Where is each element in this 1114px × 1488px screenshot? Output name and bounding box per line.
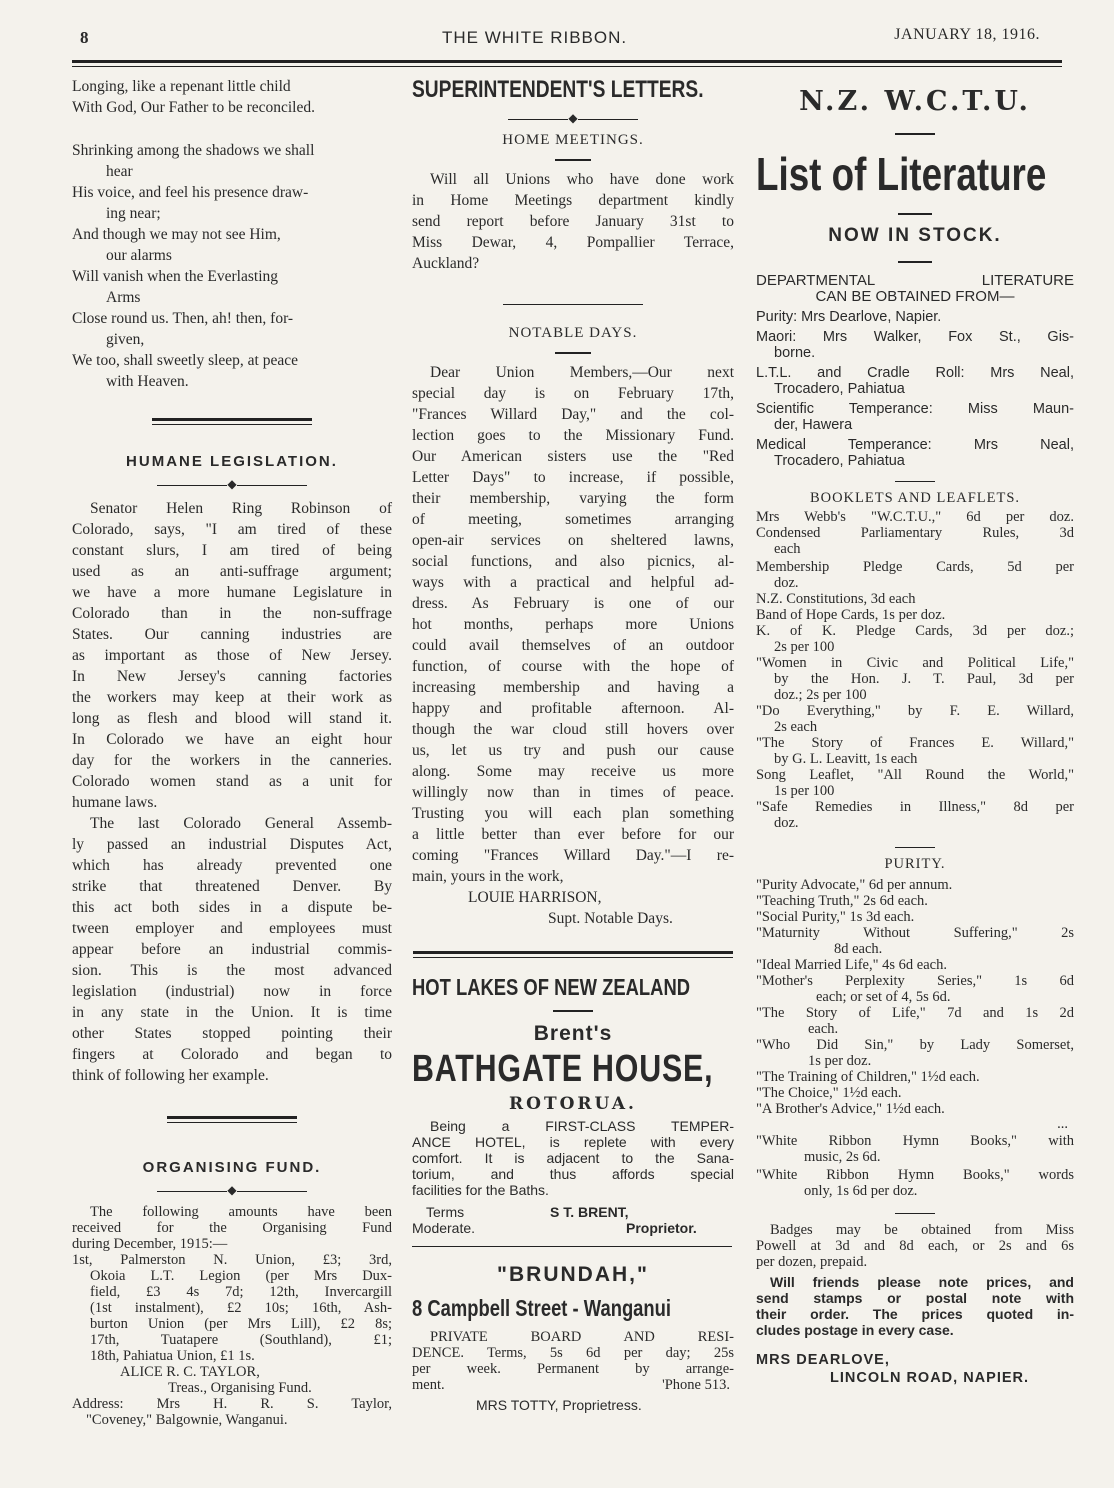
article-line: 17th, Tuatapere (Southland), £1;	[90, 1332, 392, 1348]
section-divider	[167, 1116, 297, 1123]
article-line: other States stopped pointing their	[72, 1025, 392, 1042]
short-rule	[555, 159, 591, 161]
poem-line: our alarms	[106, 247, 172, 264]
list-item: "Maturnity Without Suffering," 2s 8d each.	[756, 925, 1074, 957]
list-item: "White Ribbon Hymn Books," words only, 1s 6d per doz.	[756, 1167, 1074, 1199]
advert-line: DENCE. Terms, 5s 6d per day; 25s	[412, 1345, 734, 1361]
list-item: Purity: Mrs Dearlove, Napier.	[756, 309, 942, 325]
advert-phone: 'Phone 513.	[662, 1377, 730, 1393]
poem-line: His voice, and feel his presence draw-	[72, 184, 309, 201]
list-item: "A Brother's Advice," 1½d each.	[756, 1101, 945, 1117]
list-item: "White Ribbon Hymn Books," with music, 2s 6d.	[756, 1133, 1074, 1165]
article-line: Our American sisters use the "Red	[412, 448, 734, 465]
article-line: social functions, and also picnics, al-	[412, 553, 734, 570]
poem-line: Will vanish when the Everlasting	[72, 268, 278, 285]
article-line: ly passed an industrial Disputes Act,	[72, 836, 392, 853]
short-rule	[895, 481, 935, 482]
poem-line: And though we may not see Him,	[72, 226, 281, 243]
notice-line: Badges may be obtained from Miss	[770, 1222, 1074, 1238]
list-item: Song Leaflet, "All Round the World," 1s per 100	[756, 767, 1074, 799]
poem-line: ing near;	[106, 205, 161, 222]
short-rule	[555, 352, 591, 354]
organising-fund-article	[72, 1204, 392, 1428]
notable-days-heading: NOTABLE DAYS.	[508, 325, 638, 341]
home-meetings-article	[412, 169, 734, 274]
list-item: Membership Pledge Cards, 5d per doz.	[756, 559, 1074, 591]
address-line: "Coveney," Balgownie, Wanganui.	[86, 1412, 288, 1428]
section-divider	[413, 951, 733, 958]
poem-line: hear	[106, 163, 133, 180]
notice-line: their order. The prices quoted in-	[756, 1306, 1074, 1322]
advert-hotel-name: BATHGATE HOUSE,	[412, 1048, 714, 1090]
purity-list	[756, 877, 1074, 1117]
signature-name: MRS DEARLOVE,	[756, 1352, 890, 1368]
article-line: used as an anti-suffrage argument;	[72, 563, 392, 580]
poem-line: With God, Our Father to be reconciled.	[72, 99, 315, 116]
article-line: The last Colorado General Assemb-	[90, 815, 392, 832]
article-line: fingers at Colorado and began to	[72, 1046, 392, 1063]
bathgate-house-advert	[412, 974, 734, 1238]
signature-title: Treas., Organising Fund.	[168, 1380, 312, 1396]
newspaper-title: THE WHITE RIBBON.	[442, 28, 628, 47]
article-line: The following amounts have been	[90, 1204, 392, 1220]
article-line: long as flesh and blood will stand it.	[72, 710, 392, 727]
organising-fund-heading: ORGANISING FUND.	[142, 1159, 322, 1176]
section-divider	[152, 418, 312, 425]
home-meetings-heading: HOME MEETINGS.	[502, 132, 644, 148]
purity-heading: PURITY.	[884, 856, 946, 872]
list-of-literature-title: List of Literature	[756, 148, 1047, 200]
article-line: in any state in the Union. It is time	[72, 1004, 392, 1021]
advert-hot-lakes-title: HOT LAKES OF NEW ZEALAND	[412, 974, 691, 1000]
article-line: the workers may keep at their work as	[72, 689, 392, 706]
poem-line: Arms	[106, 289, 141, 306]
list-item: N.Z. Constitutions, 3d each	[756, 591, 916, 607]
departmental-literature-list	[756, 309, 1074, 469]
advert-proprietor-title: Proprietor.	[626, 1220, 697, 1236]
superintendents-letters-heading: SUPERINTENDENT'S LETTERS.	[412, 76, 704, 103]
ellipsis-separator: ...	[1057, 1116, 1068, 1132]
article-line: special day is on February 17th,	[412, 385, 734, 402]
article-line: Will all Unions who have done work	[430, 171, 734, 188]
article-line: burton Union (per Mrs Lill), £2 8s;	[90, 1316, 392, 1332]
short-rule	[895, 1213, 935, 1214]
article-line: 1st, Palmerston N. Union, £3; 3rd,	[72, 1252, 392, 1268]
list-item: Medical Temperance: Mrs Neal, Trocadero, Pahiatua	[756, 437, 1074, 469]
prices-note	[756, 1274, 1074, 1338]
article-line: ways with a practical and helpful ad-	[412, 574, 734, 591]
heading-ornament: ◆	[412, 112, 734, 124]
notice-line: send stamps or postal note with	[756, 1290, 1074, 1306]
list-item: Band of Hope Cards, 1s per doz.	[756, 607, 946, 623]
signature-address: LINCOLN ROAD, NAPIER.	[830, 1370, 1030, 1386]
article-line: tween employer and employees must	[72, 920, 392, 937]
article-line: we have a more humane Legislature in	[72, 584, 392, 601]
advert-moderate: Moderate.	[412, 1220, 476, 1236]
article-line: this act both sides in a dispute be-	[72, 899, 392, 916]
advert-description	[412, 1118, 734, 1198]
article-line: hot months, perhaps more Unions	[412, 616, 734, 633]
article-line: coming "Frances Willard Day."—I re-	[412, 847, 734, 864]
booklets-heading: BOOKLETS AND LEAFLETS.	[809, 490, 1021, 506]
advert-line: comfort. It is adjacent to the Sana-	[412, 1150, 734, 1166]
article-line: States. Our canning industries are	[72, 626, 392, 643]
article-line: lection goes to the Missionary Fund.	[412, 427, 734, 444]
list-item: "Women in Civic and Political Life," by the Hon. J. T. Paul, 3d per doz.; 2s per 100	[756, 655, 1074, 703]
page-number: 8	[80, 28, 89, 47]
list-item: Mrs Webb's "W.C.T.U.," 6d per doz.	[756, 509, 1074, 525]
article-line: Okoia L.T. Legion (per Mrs Dux-	[90, 1268, 392, 1284]
article-line: In New Jersey's canning factories	[72, 668, 392, 685]
page-header	[80, 24, 1070, 54]
list-item: "The Story of Frances E. Willard," by G. L. Leavitt, 1s each	[756, 735, 1074, 767]
advert-proprietor: S T. BRENT,	[550, 1204, 629, 1220]
section-rule	[503, 304, 643, 305]
article-line: a little better than ever before for our	[412, 826, 734, 843]
list-item: Maori: Mrs Walker, Fox St., Gis- borne.	[756, 329, 1074, 361]
short-rule	[553, 1010, 593, 1012]
list-item: L.T.L. and Cradle Roll: Mrs Neal, Trocadero, Pahiatua	[756, 365, 1074, 397]
issue-date: JANUARY 18, 1916.	[894, 26, 1040, 43]
list-item: "Ideal Married Life," 4s 6d each.	[756, 957, 947, 973]
brundah-advert	[412, 1263, 734, 1413]
poem-line: with Heaven.	[106, 373, 189, 390]
list-item: "The Story of Life," 7d and 1s 2d each.	[756, 1005, 1074, 1037]
article-line: (1st instalment), £2 10s; 16th, Ash-	[90, 1300, 392, 1316]
advert-line: PRIVATE BOARD AND RESI-	[430, 1329, 734, 1345]
article-line: received for the Organising Fund	[72, 1220, 392, 1236]
now-in-stock-heading: NOW IN STOCK.	[828, 225, 1002, 246]
list-item: K. of K. Pledge Cards, 3d per doz.; 2s per 100	[756, 623, 1074, 655]
list-item: "Who Did Sin," by Lady Somerset, 1s per doz.	[756, 1037, 1074, 1069]
article-line: Dear Union Members,—Our next	[430, 364, 734, 381]
poem-line: Close round us. Then, ah! then, for-	[72, 310, 294, 327]
advert-brundah-name: "BRUNDAH,"	[497, 1263, 649, 1286]
list-item: "Purity Advocate," 6d per annum.	[756, 877, 953, 893]
article-line: Colorado than in the non-suffrage	[72, 605, 392, 622]
humane-legislation-article	[72, 498, 392, 1086]
heading-ornament: ◆	[72, 1184, 392, 1196]
advert-line: facilities for the Baths.	[412, 1182, 549, 1198]
signature	[756, 1352, 1074, 1386]
list-item: "The Training of Children," 1½d each.	[756, 1069, 980, 1085]
booklets-list	[756, 509, 1074, 831]
badges-notice	[756, 1222, 1074, 1270]
advert-brundah-address: 8 Campbell Street - Wanganui	[412, 1295, 672, 1321]
article-line: dress. As February is one of our	[412, 595, 734, 612]
list-item: "The Choice," 1½d each.	[756, 1085, 902, 1101]
signature-title: Supt. Notable Days.	[548, 910, 673, 927]
poem	[72, 76, 392, 392]
short-rule	[898, 261, 932, 263]
short-rule	[898, 213, 932, 215]
article-line: sion. This is the most advanced	[72, 962, 392, 979]
article-line: Colorado, says, "I am tired of these	[72, 521, 392, 538]
article-line: think of following her example.	[72, 1067, 269, 1084]
heading-ornament: ◆	[72, 478, 392, 490]
header-rule	[72, 60, 1062, 67]
article-line: "Frances Willard Day," and the col-	[412, 406, 734, 423]
article-line: send report before January 31st to	[412, 213, 734, 230]
advert-divider	[412, 1246, 732, 1247]
list-item: "Teaching Truth," 2s 6d each.	[756, 893, 928, 909]
list-item: "Social Purity," 1s 3d each.	[756, 909, 915, 925]
article-line: Miss Dewar, 4, Pompallier Terrace,	[412, 234, 734, 251]
short-rule	[895, 133, 935, 135]
article-line: during December, 1915:—	[72, 1236, 228, 1252]
article-line: willingly now than in times of peace.	[412, 784, 734, 801]
article-line: us, let us try and push our cause	[412, 742, 734, 759]
column-right	[756, 72, 1074, 1386]
article-line: legislation (industrial) now in force	[72, 983, 392, 1000]
article-line: Trusting you will each plan something	[412, 805, 734, 822]
column-left	[72, 72, 392, 1428]
advert-proprietress: MRS TOTTY, Proprietress.	[476, 1397, 642, 1413]
short-rule	[895, 847, 935, 848]
article-line: Letter Days" to increase, if possible,	[412, 469, 734, 486]
article-line: could avail themselves of an outdoor	[412, 637, 734, 654]
article-line: increasing membership and having a	[412, 679, 734, 696]
departmental-literature-heading	[756, 273, 1074, 305]
article-line: constant slurs, I am tired of being	[72, 542, 392, 559]
article-line: function, of course with the hope of	[412, 658, 734, 675]
advert-line: ANCE HOTEL, is replete with every	[412, 1134, 734, 1150]
list-item: "Mother's Perplexity Series," 1s 6d each; or set of 4, 5s 6d.	[756, 973, 1074, 1005]
humane-legislation-heading: HUMANE LEGISLATION.	[126, 453, 338, 470]
article-line: main, yours in the work,	[412, 868, 564, 885]
article-line: Senator Helen Ring Robinson of	[90, 500, 392, 517]
article-line: of meeting, sometimes arranging	[412, 511, 734, 528]
signature-name: ALICE R. C. TAYLOR,	[120, 1364, 260, 1380]
article-line: humane laws.	[72, 794, 158, 811]
advert-terms-row	[412, 1202, 734, 1238]
poem-line: given,	[106, 331, 145, 348]
advert-terms: Terms	[426, 1204, 465, 1220]
signature-name: LOUIE HARRISON,	[468, 889, 602, 906]
article-line: day for the workers in the canneries.	[72, 752, 392, 769]
article-line: open-air services on sheltered lawns,	[412, 532, 734, 549]
article-line: strike that threatened Denver. By	[72, 878, 392, 895]
advert-location: ROTORUA.	[509, 1094, 637, 1114]
article-line: Auckland?	[412, 255, 480, 272]
article-line: their membership, varying the form	[412, 490, 734, 507]
article-line: happy and profitable afternoon. Al-	[412, 700, 734, 717]
list-item: "Safe Remedies in Illness," 8d per doz.	[756, 799, 1074, 831]
notice-line: Powell at 3d and 8d each, or 2s and 6s	[756, 1238, 1074, 1254]
article-line: Colorado women stand as a unit for	[72, 773, 392, 790]
notable-days-article	[412, 362, 734, 929]
article-line: in Home Meetings department kindly	[412, 192, 734, 209]
advert-line: ment.	[412, 1377, 445, 1393]
article-line: along. Some may receive us more	[412, 763, 734, 780]
hymn-books-list	[756, 1133, 1074, 1199]
poem-line: Longing, like a repenant little child	[72, 78, 291, 95]
poem-line: Shrinking among the shadows we shall	[72, 142, 315, 159]
advert-line: Being a FIRST-CLASS TEMPER-	[430, 1118, 734, 1134]
notice-line: per dozen, prepaid.	[756, 1254, 868, 1270]
advert-description	[412, 1329, 734, 1413]
advert-line: per week. Permanent by arrange-	[412, 1361, 734, 1377]
list-item: "Do Everything," by F. E. Willard, 2s each	[756, 703, 1074, 735]
article-line: as important as those of New Jersey.	[72, 647, 392, 664]
wctu-heading: N.Z. W.C.T.U.	[799, 86, 1031, 117]
address-line: Address: Mrs H. R. S. Taylor,	[72, 1396, 392, 1412]
article-line: In Colorado we have an eight hour	[72, 731, 392, 748]
notice-line: Will friends please note prices, and	[770, 1274, 1074, 1290]
article-line: which has already prevented one	[72, 857, 392, 874]
notice-line: cludes postage in every case.	[756, 1322, 954, 1338]
list-item: Condensed Parliamentary Rules, 3d each	[756, 525, 1074, 557]
heading-line: DEPARTMENTAL LITERATURE	[756, 272, 1074, 289]
article-line: 18th, Pahiatua Union, £1 1s.	[90, 1348, 255, 1364]
column-middle	[412, 72, 734, 1413]
poem-line: We too, shall sweetly sleep, at peace	[72, 352, 298, 369]
advert-brand: Brent's	[533, 1022, 613, 1045]
heading-line: CAN BE OBTAINED FROM—	[815, 288, 1015, 305]
list-item: Scientific Temperance: Miss Maun- der, Hawera	[756, 401, 1074, 433]
article-line: though the war cloud still hovers over	[412, 721, 734, 738]
article-line: appear before an industrial commis-	[72, 941, 392, 958]
advert-line: torium, and thus affords special	[412, 1166, 734, 1182]
article-line: field, £3 4s 7d; 12th, Invercargill	[90, 1284, 392, 1300]
